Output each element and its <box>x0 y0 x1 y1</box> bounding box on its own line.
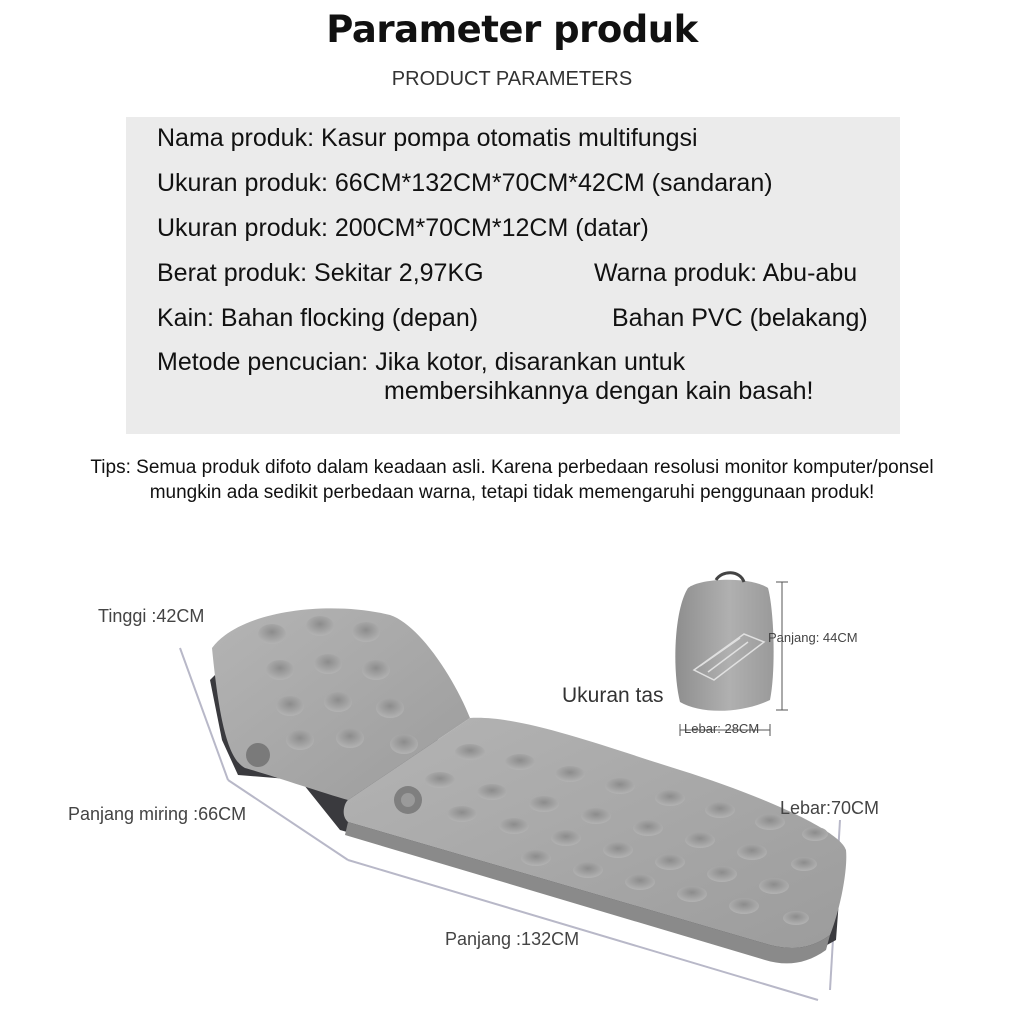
spec-fabric-front: Kain: Bahan flocking (depan) <box>157 304 479 332</box>
dim-length-label: Panjang :132CM <box>445 929 580 949</box>
spec-color: Warna produk: Abu-abu <box>594 259 858 287</box>
dim-height-label: Tinggi :42CM <box>98 606 205 626</box>
dim-slope-label: Panjang miring :66CM <box>68 804 247 824</box>
bag-width-label: Lebar: 28CM <box>684 721 760 736</box>
spec-size-flat: Ukuran produk: 200CM*70CM*12CM (datar) <box>157 214 649 242</box>
dim-width-label: Lebar:70CM <box>780 798 880 818</box>
spec-weight: Berat produk: Sekitar 2,97KG <box>157 259 484 287</box>
page-title: Parameter produk <box>326 8 698 51</box>
spec-washing-line1: Metode pencucian: Jika kotor, disarankan untuk <box>157 348 686 376</box>
bag-length-label: Panjang: 44CM <box>768 630 858 645</box>
spec-product-name: Nama produk: Kasur pompa otomatis multifungsi <box>157 124 698 152</box>
tips-line-2: mungkin ada sedikit perbedaan warna, tetapi tidak memengaruhi penggunaan produk! <box>149 482 875 503</box>
page-subtitle: PRODUCT PARAMETERS <box>391 68 633 90</box>
tips-note <box>0 455 1024 505</box>
spec-fabric-back: Bahan PVC (belakang) <box>612 304 868 332</box>
storage-bag <box>675 573 788 736</box>
tips-line-1: Tips: Semua produk difoto dalam keadaan asli. Karena perbedaan resolusi monitor komputer/ponsel <box>90 457 934 478</box>
spec-size-recline: Ukuran produk: 66CM*132CM*70CM*42CM (sandaran) <box>157 169 773 197</box>
bag-size-label: Ukuran tas <box>562 684 664 707</box>
spec-washing-line2: membersihkannya dengan kain basah! <box>384 377 814 405</box>
